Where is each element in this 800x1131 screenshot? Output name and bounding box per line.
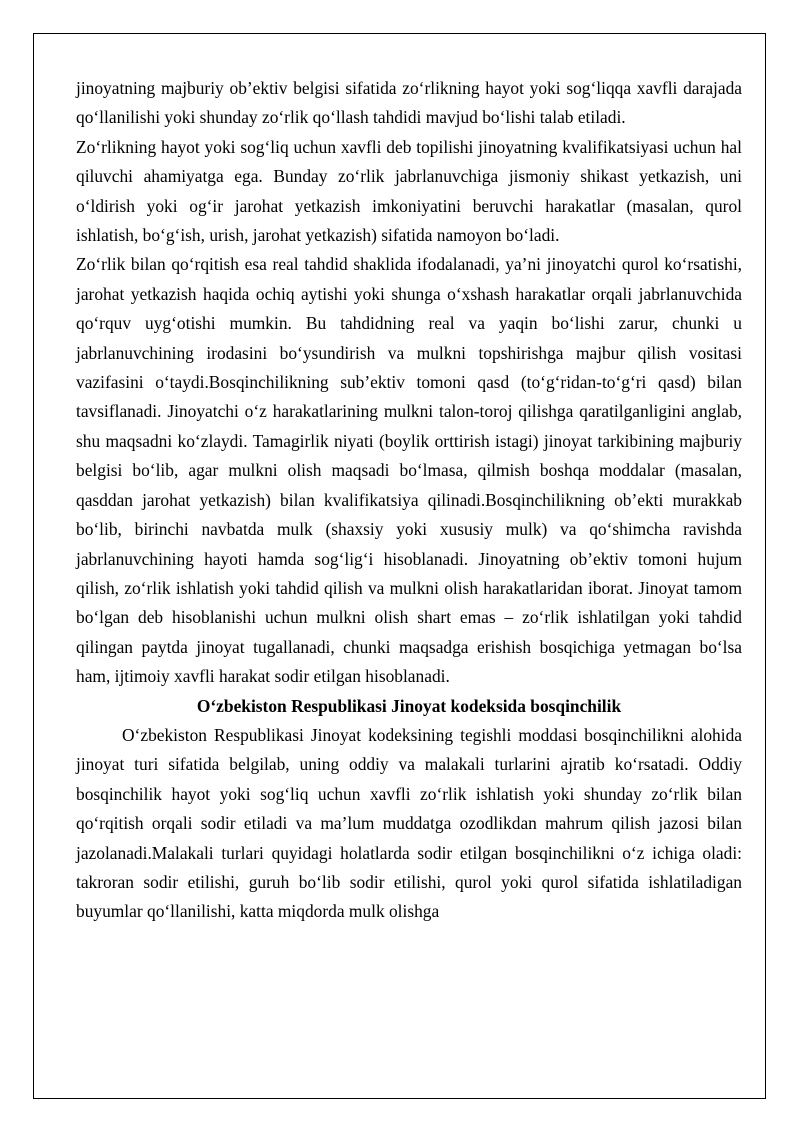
paragraph-continuation: jinoyatning majburiy ob’ektiv belgisi sifatida zo‘rlikning hayot yoki sog‘liqqa xavfli darajada qo‘llanilishi yoki shunday zo‘rlik qo‘llash tahdidi mavjud bo‘lishi talab etiladi.: [76, 78, 742, 128]
paragraph-threat-subjective-object: Zo‘rlik bilan qo‘rqitish esa real tahdid shaklida ifodalanadi, ya’ni jinoyatchi qurol ko‘rsatishi, jarohat yetkazish haqida ochiq aytishi yoki shunga o‘xshash harakatlar orqali jabrlanuvchida qo‘rquv uyg‘otishi mumkin. Bu tahdidning real va yaqin bo‘lishi zarur, chunki u jabrlanuvchining irodasini bo‘ysundirish va mulkni topshirishga majbur qilish vositasi vazifasini o‘taydi.Bosqinchilikning sub’ektiv tomoni qasd (to‘g‘ridan-to‘g‘ri qasd) bilan tavsiflanadi. Jinoyatchi o‘z harakatlarining mulkni talon-toroj qilishga qaratilganligini anglab, shu maqsadni ko‘zlaydi. Tamagirlik niyati (boylik orttirish istagi) jinoyat tarkibining majburiy belgisi bo‘lib, agar mulkni olish maqsadi bo‘lmasa, qilmish boshqa moddalar (masalan, qasddan jarohat yetkazish) bilan kvalifikatsiya qilinadi.Bosqinchilikning ob’ekti murakkab bo‘lib, birinchi navbatda mulk (shaxsiy yoki xususiy mulk) va qo‘shimcha ravishda jabrlanuvchining hayoti hamda sog‘lig‘i hisoblanadi. Jinoyatning ob’ektiv tomoni hujum qilish, zo‘rlik ishlatish yoki tahdid qilish va mulkni olish harakatlaridan iborat. Jinoyat tamom bo‘lgan deb hisoblanishi uchun mulkni olish shart emas – zo‘rlik ishlatilgan yoki tahdid qilingan paytda jinoyat tugallanadi, chunki maqsadga erishish bosqichiga yetmagan bo‘lsa ham, ijtimoiy xavfli harakat sodir etilgan hisoblanadi.: [76, 254, 742, 687]
paragraph-violence-danger: Zo‘rlikning hayot yoki sog‘liq uchun xavfli deb topilishi jinoyatning kvalifikatsiyasi uchun hal qiluvchi ahamiyatga ega. Bunday zo‘rlik jabrlanuvchiga jismoniy shikast yetkazish, uni o‘ldirish yoki og‘ir jarohat yetkazish imkoniyatini beruvchi harakatlar (masalan, qurol ishlatish, bo‘g‘ish, urish, jarohat yetkazish) sifatida namoyon bo‘ladi.: [76, 136, 742, 246]
document-body: [76, 74, 742, 927]
paragraph-criminal-code: O‘zbekiston Respublikasi Jinoyat kodeksining tegishli moddasi bosqinchilikni alohida jinoyat turi sifatida belgilab, uning oddiy va malakali turlarini ajratib ko‘rsatadi. Oddiy bosqinchilik hayot yoki sog‘liq uchun xavfli zo‘rlik ishlatish yoki shunday zo‘rlik bilan qo‘rqitish orqali sodir etiladi va ma’lum muddatga ozodlikdan mahrum qilish jazosi bilan jazolanadi.Malakali turlari quyidagi holatlarda sodir etilgan bosqinchilikni o‘z ichiga oladi: takroran sodir etilishi, guruh bo‘lib sodir etilishi, qurol yoki qurol sifatida ishlatiladigan buyumlar qo‘llanilishi, katta miqdorda mulk olishga: [76, 724, 742, 922]
section-heading: O‘zbekiston Respublikasi Jinoyat kodeksida bosqinchilik: [196, 695, 622, 716]
